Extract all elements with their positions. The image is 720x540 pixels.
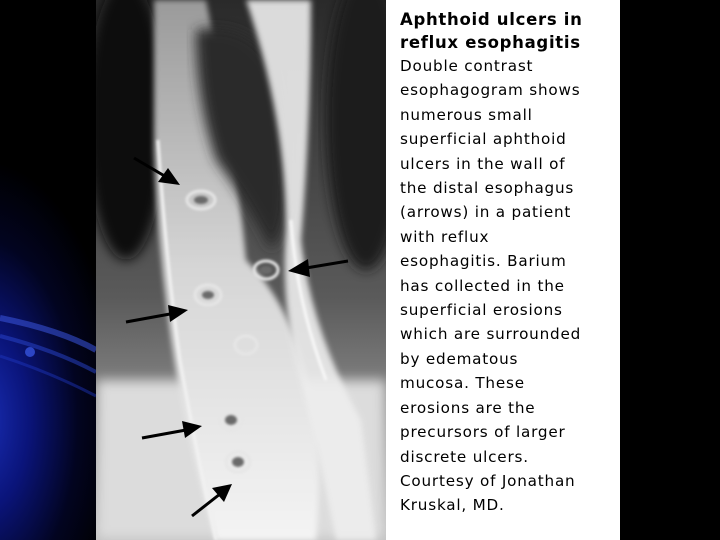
caption-body-line: precursors of larger — [400, 423, 566, 442]
caption-body-line: the distal esophagus — [400, 179, 575, 198]
caption-body-line: mucosa. These — [400, 374, 525, 393]
figure-panel — [96, 0, 620, 540]
caption-body — [400, 54, 615, 518]
caption-body-line: Kruskal, MD. — [400, 496, 505, 515]
caption-body-line: by edematous — [400, 349, 519, 368]
caption-body-line: has collected in the — [400, 276, 565, 295]
caption-body-line: superficial erosions — [400, 301, 563, 320]
figure-caption — [400, 8, 615, 518]
caption-body-line: discrete ulcers. — [400, 447, 529, 466]
caption-title-line: Aphthoid ulcers in — [400, 10, 583, 29]
caption-title-line: reflux esophagitis — [400, 33, 581, 52]
caption-body-line: Courtesy of Jonathan — [400, 471, 576, 490]
caption-body-line: numerous small — [400, 105, 533, 124]
caption-body-line: Double contrast — [400, 57, 534, 75]
caption-body-line: erosions are the — [400, 398, 536, 417]
caption-body-line: with reflux — [400, 227, 490, 246]
caption-body-line: esophagogram shows — [400, 81, 581, 100]
caption-body-line: (arrows) in a patient — [400, 203, 572, 222]
caption-body-line: ulcers in the wall of — [400, 154, 566, 173]
caption-body-line: esophagitis. Barium — [400, 252, 567, 271]
esophagogram-xray-image — [96, 0, 386, 540]
caption-title — [400, 8, 615, 54]
caption-body-line: superficial aphthoid — [400, 130, 567, 149]
caption-body-line: which are surrounded — [400, 325, 582, 344]
